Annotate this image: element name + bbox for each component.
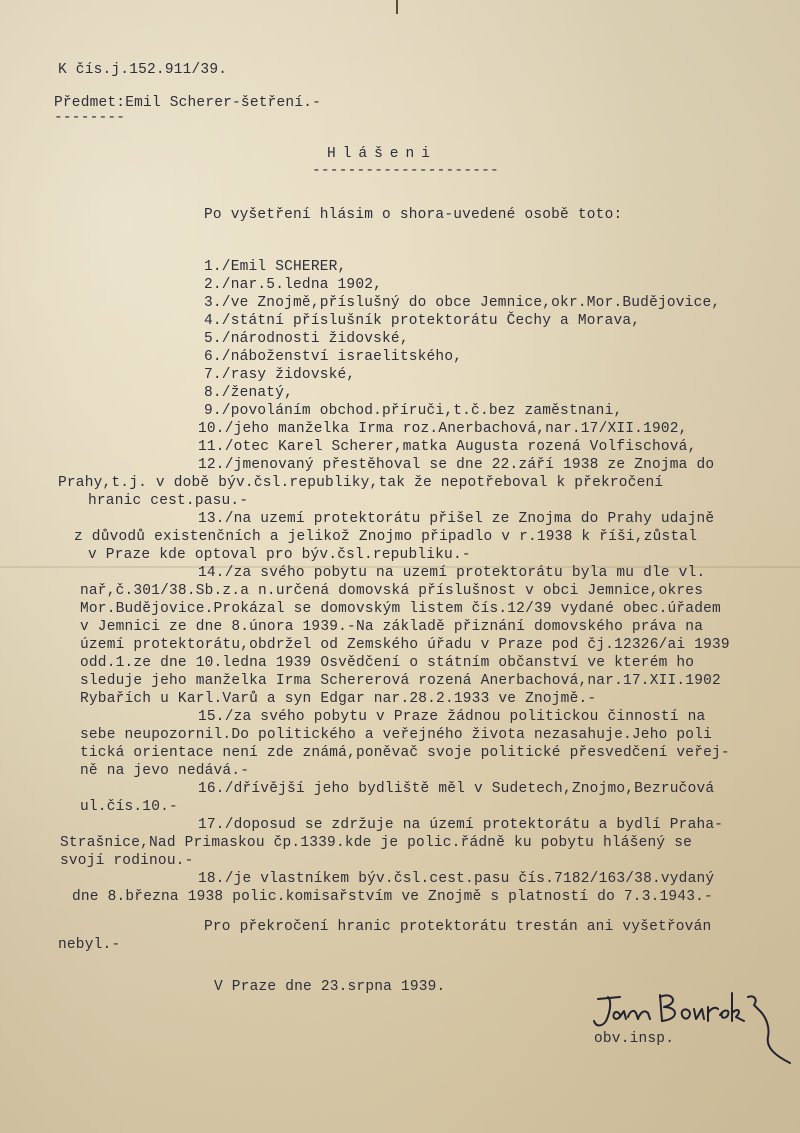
heading-underline: --------------------- <box>312 163 499 179</box>
report-line: 15./za svého pobytu v Praze žádnou politickou činností na <box>198 709 706 725</box>
report-line: 18./je vlastníkem býv.čsl.cest.pasu čís.7182/163/38.vydaný <box>198 871 715 887</box>
report-line: Strašnice,Nad Primaskou čp.1339.kde je polic.řádně ku pobytu hlášený se <box>60 835 693 851</box>
top-crease <box>396 0 398 14</box>
report-line: sebe neupozornil.Do politického a veřejného života nezasahuje.Jeho poli <box>80 727 713 743</box>
report-line: 2./nar.5.ledna 1902, <box>204 277 383 293</box>
report-line: dne 8.března 1938 polic.komisařstvím ve Znojmě s platností do 7.3.1943.- <box>72 889 713 905</box>
closing-line-2: nebyl.- <box>58 937 121 953</box>
report-line: 10./jeho manželka Irma roz.Anerbachová,nar.17/XII.1902, <box>198 421 688 437</box>
report-line: ně na jevo nedává.- <box>80 763 250 779</box>
report-line: území protektorátu,obdržel od Zemského úřadu v Praze pod čj.12326/ai 1939 <box>80 637 730 653</box>
report-line: 9./povoláním obchod.příruči,t.č.bez zaměstnani, <box>204 403 623 419</box>
closing-line-1: Pro překročení hranic protektorátu trestán ani vyšetřován <box>204 919 712 935</box>
report-line: v Jemnici ze dne 8.února 1939.-Na základě přiznání domovského práva na <box>80 619 704 635</box>
report-line: sleduje jeho manželka Irma Schererová rozená Anerbachová,nar.17.XII.1902 <box>80 673 721 689</box>
report-line: 6./náboženství israelitského, <box>204 349 463 365</box>
report-line: z důvodů existenčních a jelikož Znojmo připadlo v r.1938 k říši,zůstal <box>74 529 698 545</box>
report-line: 17./doposud se zdržuje na území protektorátu a bydlí Praha- <box>198 817 724 833</box>
report-line: tická orientace není zde známá,poněvač svoje politické přesvedčení veřej- <box>80 745 730 761</box>
subject-line: Předmet:Emil Scherer-šetření.- <box>54 95 322 111</box>
subject-underline: -------- <box>54 110 126 126</box>
report-line: v Praze kde optoval pro býv.čsl.republiku.- <box>88 547 471 563</box>
reference-number: K čís.j.152.911/39. <box>58 62 228 78</box>
report-line: 11./otec Karel Scherer,matka Augusta rozená Volfischová, <box>198 439 697 455</box>
report-line: Prahy,t.j. v době býv.čsl.republiky,tak že nepotřeboval k překročení <box>58 475 664 491</box>
report-line: 7./rasy židovské, <box>204 367 356 383</box>
report-line: 4./státní příslušník protektorátu Čechy a Morava, <box>204 313 641 329</box>
report-line: Mor.Budějovice.Prokázal se domovským listem čís.12/39 vydané obec.úřadem <box>80 601 721 617</box>
report-line: nař,č.301/38.Sb.z.a n.určená domovská příslušnost v obci Jemnice,okres <box>80 583 704 599</box>
report-line: Rybařích u Karl.Varů a syn Edgar nar.28.2.1933 ve Znojmě.- <box>80 691 597 707</box>
report-line: odd.1.ze dne 10.ledna 1939 Osvědčení o státním občanství ve kterém ho <box>80 655 695 671</box>
intro-line: Po vyšetření hlásim o shora-uvedené osobě toto: <box>204 207 623 223</box>
report-line: 16./dřívější jeho bydliště měl v Sudetech,Znojmo,Bezručová <box>198 781 715 797</box>
signatory-title: obv.insp. <box>594 1031 675 1047</box>
report-line: ul.čís.10.- <box>80 799 178 815</box>
report-line: 1./Emil SCHERER, <box>204 259 347 275</box>
document-heading: Hlášeni <box>327 146 437 162</box>
report-line: 14./za svého pobytu na uzemí protektorátu byla mu dle vl. <box>198 565 706 581</box>
report-line: 12./jmenovaný přestěhoval se dne 22.září 1938 ze Znojma do <box>198 457 715 473</box>
report-line: hranic cest.pasu.- <box>88 493 249 509</box>
place-and-date: V Praze dne 23.srpna 1939. <box>214 979 446 995</box>
report-line: svojí rodinou.- <box>60 853 194 869</box>
report-line: 13./na uzemí protektorátu přišel ze Znojma do Prahy udajně <box>198 511 715 527</box>
report-line: 3./ve Znojmě,příslušný do obce Jemnice,okr.Mor.Budějovice, <box>204 295 721 311</box>
report-line: 5./národnosti židovské, <box>204 331 409 347</box>
report-line: 8./ženatý, <box>204 385 294 401</box>
